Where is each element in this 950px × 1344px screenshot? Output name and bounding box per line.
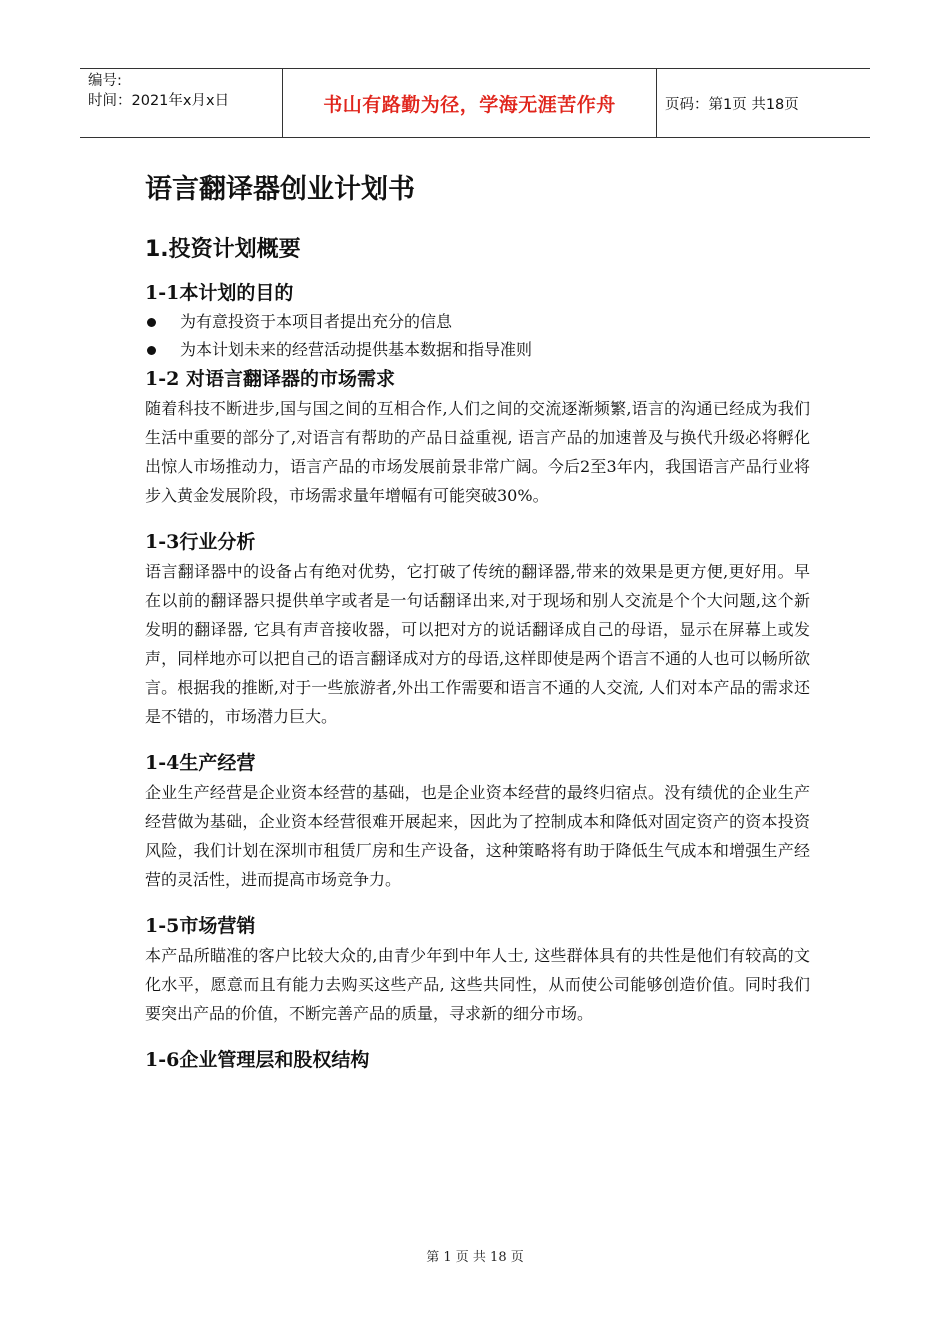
subsection-heading: 1-5市场营销 [145,915,256,937]
section-1-1 [145,278,810,364]
paragraph: 随着科技不断进步,国与国之间的互相合作,人们之间的交流逐渐频繁,语言的沟通已经成为我们生活中重要的部分了,对语言有帮助的产品日益重视, 语言产品的加速普及与换代升级必将孵化出惊人市场推动力，语言产品的市场发展前景非常广阔。今后2至3年内，我国语言产品行业将步入黄金发展阶段，市场需求量年增幅有可能突破30%。 [145,399,810,505]
list-item [145,336,810,364]
header-page-info: 页码：第1页 共18页 [665,96,799,113]
list-item-text: 为有意投资于本项目者提出充分的信息 [180,312,453,331]
paragraph: 语言翻译器中的设备占有绝对优势，它打破了传统的翻译器,带来的效果是更方便,更好用。早在以前的翻译器只提供单字或者是一句话翻译出来,对于现场和别人交流是个个大问题,这个新发明的翻译器, 它具有声音接收器，可以把对方的说话翻译成自己的母语，显示在屏幕上或发声，同样地亦可以把自己的语言翻译成对方的母语,这样即使是两个语言不通的人也可以畅所欲言。根据我的推断,对于一些旅游者,外出工作需要和语言不通的人交流, 人们对本产品的需求还是不错的，市场潜力巨大。 [145,562,810,726]
list-item-text: 为本计划未来的经营活动提供基本数据和指导准则 [180,340,533,359]
section-1-6 [145,1045,810,1075]
document-number: 编号: [88,73,122,89]
paragraph: 本产品所瞄准的客户比较大众的,由青少年到中年人士, 这些群体具有的共性是他们有较高的文化水平，愿意而且有能力去购买这些产品, 这些共同性，从而使公司能够创造价值。同时我们要突出产品的价值，不断完善产品的质量，寻求新的细分市场。 [145,946,810,1023]
page-header [80,68,870,138]
subsection-heading: 1-6企业管理层和股权结构 [145,1049,370,1071]
bullet-list [145,308,810,364]
page-footer: 第 1 页 共 18 页 [426,1250,524,1265]
header-motto-cell [282,69,657,137]
section-1-3 [145,527,810,731]
bullet-icon [147,346,156,355]
section-heading-1: 1.投资计划概要 [145,237,301,262]
section-1-5 [145,911,810,1028]
subsection-heading: 1-2 对语言翻译器的市场需求 [145,368,395,390]
document-title: 语言翻译器创业计划书 [145,174,415,205]
subsection-heading: 1-1本计划的目的 [145,282,294,304]
list-item [145,308,810,336]
document-date: 时间：2021年x月x日 [88,93,230,109]
paragraph: 企业生产经营是企业资本经营的基础，也是企业资本经营的最终归宿点。没有绩优的企业生产经营做为基础，企业资本经营很难开展起来，因此为了控制成本和降低对固定资产的资本投资风险，我们计划在深圳市租赁厂房和生产设备，这种策略将有助于降低生气成本和增强生产经营的灵活性，进而提高市场竞争力。 [145,783,810,889]
header-motto: 书山有路勤为径，学海无涯苦作舟 [323,93,616,116]
header-left-cell [80,69,282,137]
document-body [145,170,810,1075]
subsection-heading: 1-4生产经营 [145,752,256,774]
section-1-2 [145,364,810,510]
bullet-icon [147,318,156,327]
section-1-4 [145,748,810,894]
subsection-heading: 1-3行业分析 [145,531,256,553]
